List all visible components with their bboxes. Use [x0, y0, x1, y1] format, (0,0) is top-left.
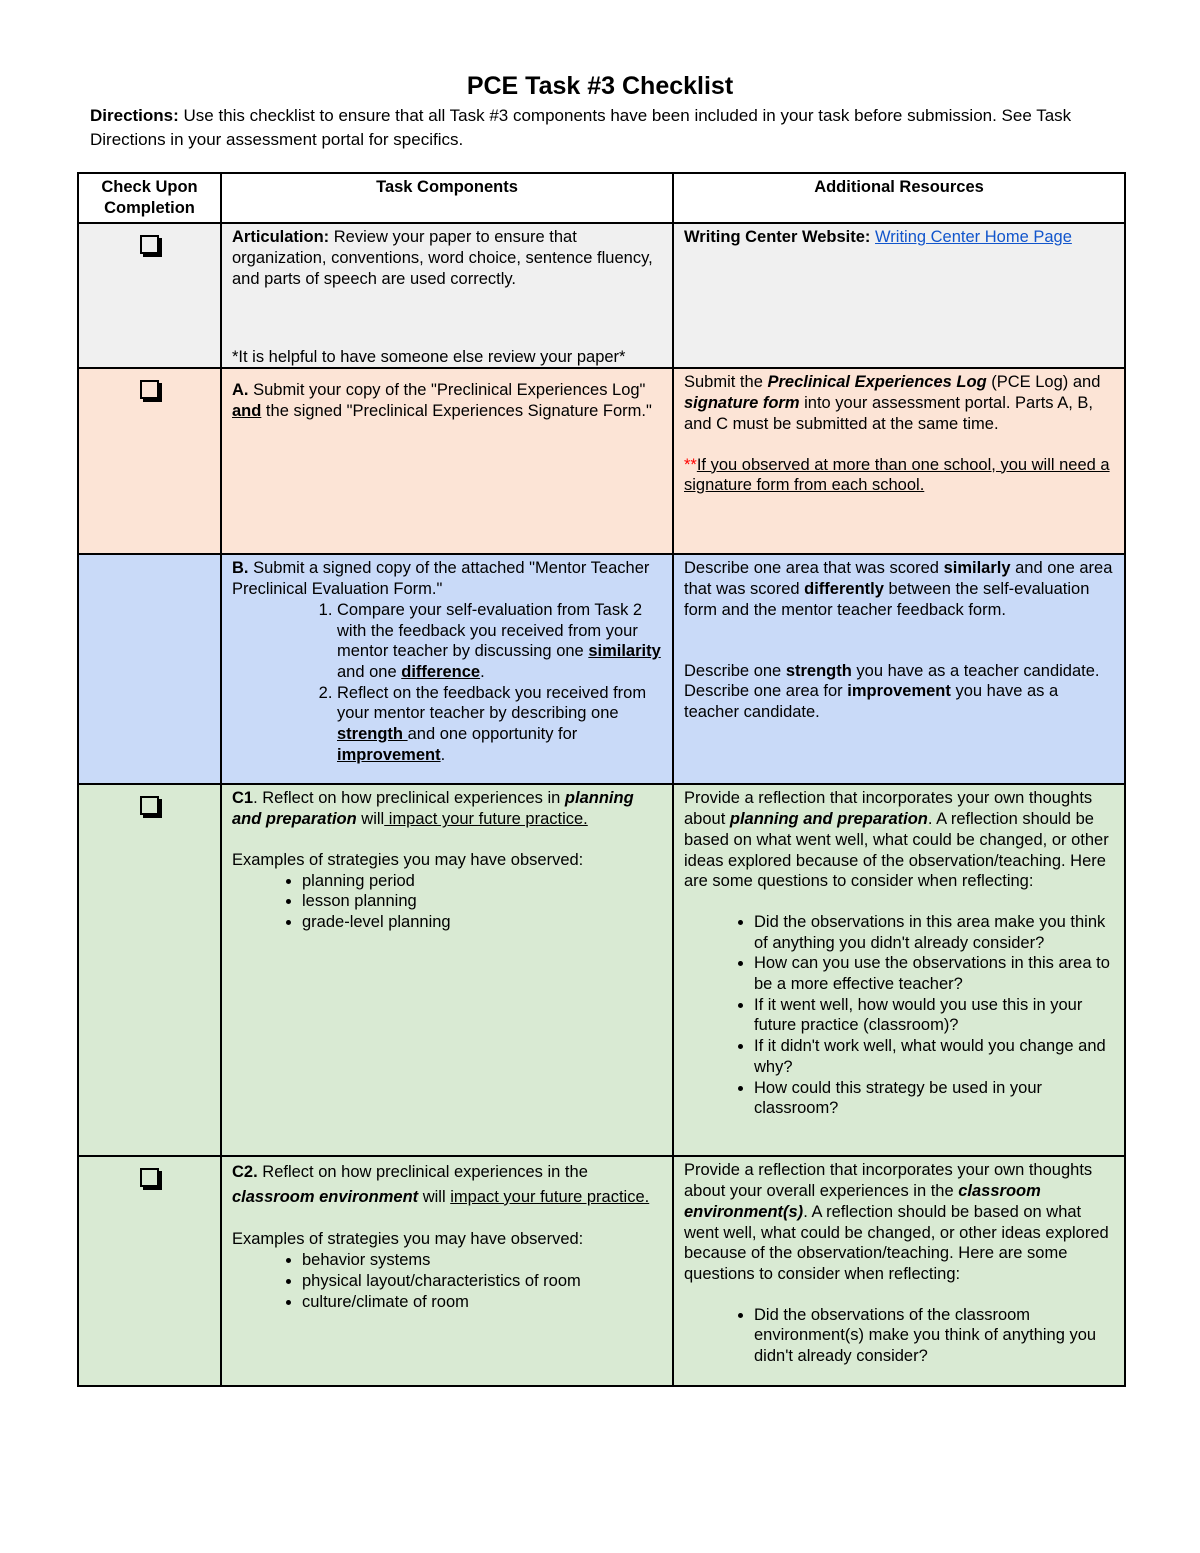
pce-log-emphasis: Preclinical Experiences Log: [767, 373, 987, 392]
classroom-emphasis: classroom environment(s): [684, 1182, 1041, 1221]
list-item: • grade-level planning: [302, 912, 662, 933]
classroom-emphasis: classroom environment: [232, 1187, 419, 1206]
resource-cell: [673, 1156, 1125, 1386]
questions-list: [684, 912, 1114, 1119]
part-b-label: B.: [232, 559, 249, 578]
checklist-table: [77, 172, 1126, 1387]
part-c1-text: will: [356, 810, 385, 829]
row-part-c2: [78, 1156, 1125, 1386]
res-text: you have as a teacher candidate. Describe one area for: [684, 661, 1100, 701]
part-c1-text: . Reflect on how preclinical experiences in: [253, 789, 565, 808]
res-text: Describe one: [684, 661, 786, 680]
header-resources: Additional Resources: [673, 173, 1125, 223]
planning-emphasis: planning and preparation: [232, 789, 634, 829]
row-part-b: [78, 554, 1125, 784]
list-item: • How can you use the observations in this area to be a more effective teacher?: [754, 953, 1114, 994]
improvement-emphasis: improvement: [847, 682, 951, 701]
check-cell: [78, 223, 221, 368]
part-a-res-text: into your assessment portal. Parts A, B, and C must be submitted at the same time.: [684, 394, 1093, 433]
part-a-text1: Submit your copy of the "Preclinical Experiences Log": [248, 381, 646, 400]
questions-list: [684, 1305, 1114, 1367]
res-text: Provide a reflection that incorporates your own thoughts about: [684, 789, 1093, 829]
header-task: Task Components: [221, 173, 673, 223]
differently-emphasis: differently: [804, 580, 884, 599]
part-b-steps: [232, 600, 662, 766]
task-cell: [221, 368, 673, 554]
similarity-emphasis: similarity: [588, 642, 661, 661]
list-item: • Did the observations of the classroom environment(s) make you think of anything you didn't already consider?: [754, 1305, 1114, 1367]
task-cell: [221, 223, 673, 368]
header-row: [78, 173, 1125, 223]
checkbox-icon[interactable]: [140, 796, 159, 815]
part-a-label: A.: [232, 381, 249, 400]
list-item: • lesson planning: [302, 891, 662, 912]
task-cell: [221, 784, 673, 1156]
resource-cell: [673, 554, 1125, 784]
row-part-a: [78, 368, 1125, 554]
res-text: Provide a reflection that incorporates your own thoughts about your overall experiences in the: [684, 1161, 1093, 1201]
step-text: Compare your self-evaluation from Task 2 with the feedback you received from your mentor teacher by discussing one: [337, 600, 643, 661]
check-cell: [78, 1156, 221, 1386]
articulation-text: Review your paper to ensure that organization, conventions, word choice, sentence fluency, and parts of speech are used correctly.: [232, 228, 653, 288]
check-cell: [78, 368, 221, 554]
directions-label: Directions:: [90, 106, 179, 125]
part-c2-text: will: [418, 1187, 451, 1206]
res-text: . A reflection should be based on what went well, what could be changed, or other ideas explored because of the observation/teaching. Here are some questions to consider when reflecting:: [684, 810, 1109, 891]
check-cell: [78, 784, 221, 1156]
directions: [90, 104, 1090, 152]
step-text: .: [440, 745, 446, 764]
part-b-text: Submit a signed copy of the attached "Mentor Teacher Preclinical Evaluation Form.": [232, 559, 650, 599]
warning-stars: **: [684, 455, 697, 474]
part-c1-label: C1: [232, 789, 254, 808]
checkbox-icon[interactable]: [140, 380, 159, 399]
examples-list: [232, 871, 662, 933]
writing-center-link[interactable]: Writing Center Home Page: [875, 228, 1072, 247]
strength-emphasis: strength: [337, 725, 408, 744]
check-cell: [78, 554, 221, 784]
list-item: • behavior systems: [302, 1250, 662, 1271]
improvement-emphasis: improvement: [337, 745, 441, 764]
res-text: between the self-evaluation form and the mentor teacher feedback form.: [684, 580, 1090, 619]
res-text: and one area that was scored: [684, 559, 1113, 599]
step-text: and one opportunity for: [407, 725, 578, 744]
header-check: Check Upon Completion: [78, 173, 221, 223]
directions-text: Use this checklist to ensure that all Task #3 components have been included in your task before submission. See Task Directions in your assessment portal for specifics.: [90, 106, 1072, 149]
part-a-and: and: [232, 402, 262, 421]
list-item: • planning period: [302, 871, 662, 892]
task-cell: [221, 554, 673, 784]
strength-emphasis: strength: [785, 661, 852, 680]
examples-intro: Examples of strategies you may have observed:: [232, 850, 584, 869]
step-text: .: [480, 662, 485, 681]
multi-school-warning: If you observed at more than one school, you will need a signature form from each school.: [684, 455, 1110, 495]
part-a-res-text: Submit the: [684, 373, 768, 392]
resource-cell: [673, 784, 1125, 1156]
row-part-c1: [78, 784, 1125, 1156]
list-item: [337, 683, 662, 766]
impact-text: impact your future practice.: [384, 810, 588, 829]
part-c2-text: Reflect on how preclinical experiences in the: [257, 1163, 588, 1182]
planning-emphasis: planning and preparation: [729, 810, 928, 829]
step-text: and one: [337, 662, 402, 681]
list-item: [337, 600, 662, 683]
impact-text: impact your future practice.: [450, 1187, 650, 1206]
list-item: • If it went well, how would you use this in your future practice (classroom)?: [754, 995, 1114, 1036]
articulation-label: Articulation:: [232, 228, 330, 247]
part-c2-label: C2.: [232, 1163, 258, 1182]
list-item: • Did the observations in this area make you think of anything you didn't already consider?: [754, 912, 1114, 953]
res-text: you have as a teacher candidate.: [684, 682, 1059, 721]
writing-center-label: Writing Center Website:: [684, 228, 871, 247]
checkbox-icon[interactable]: [140, 1168, 159, 1187]
list-item: • culture/climate of room: [302, 1292, 662, 1313]
res-text: . A reflection should be based on what went well, what could be changed, or other ideas explored because of the observation/teaching. Here are some questions to consider when reflecting:: [684, 1202, 1109, 1283]
articulation-note: *It is helpful to have someone else review your paper*: [232, 347, 626, 366]
row-articulation: [78, 223, 1125, 368]
signature-form-emphasis: signature form: [684, 394, 800, 413]
page-title: PCE Task #3 Checklist: [466, 72, 734, 100]
similarly-emphasis: similarly: [943, 559, 1011, 578]
task-cell: [221, 1156, 673, 1386]
resource-cell: [673, 368, 1125, 554]
list-item: • How could this strategy be used in your classroom?: [754, 1078, 1114, 1119]
examples-intro: Examples of strategies you may have observed:: [232, 1230, 584, 1249]
list-item: • physical layout/characteristics of room: [302, 1271, 662, 1292]
step-text: Reflect on the feedback you received from your mentor teacher by describing one: [337, 683, 647, 723]
part-a-text2: the signed "Preclinical Experiences Signature Form.": [261, 402, 652, 421]
examples-list: [232, 1250, 662, 1312]
list-item: • If it didn't work well, what would you change and why?: [754, 1036, 1114, 1077]
checkbox-icon[interactable]: [140, 235, 159, 254]
res-text: Describe one area that was scored: [684, 559, 944, 578]
resource-cell: [673, 223, 1125, 368]
difference-emphasis: difference: [401, 662, 481, 681]
part-a-res-text: (PCE Log) and: [986, 373, 1101, 392]
